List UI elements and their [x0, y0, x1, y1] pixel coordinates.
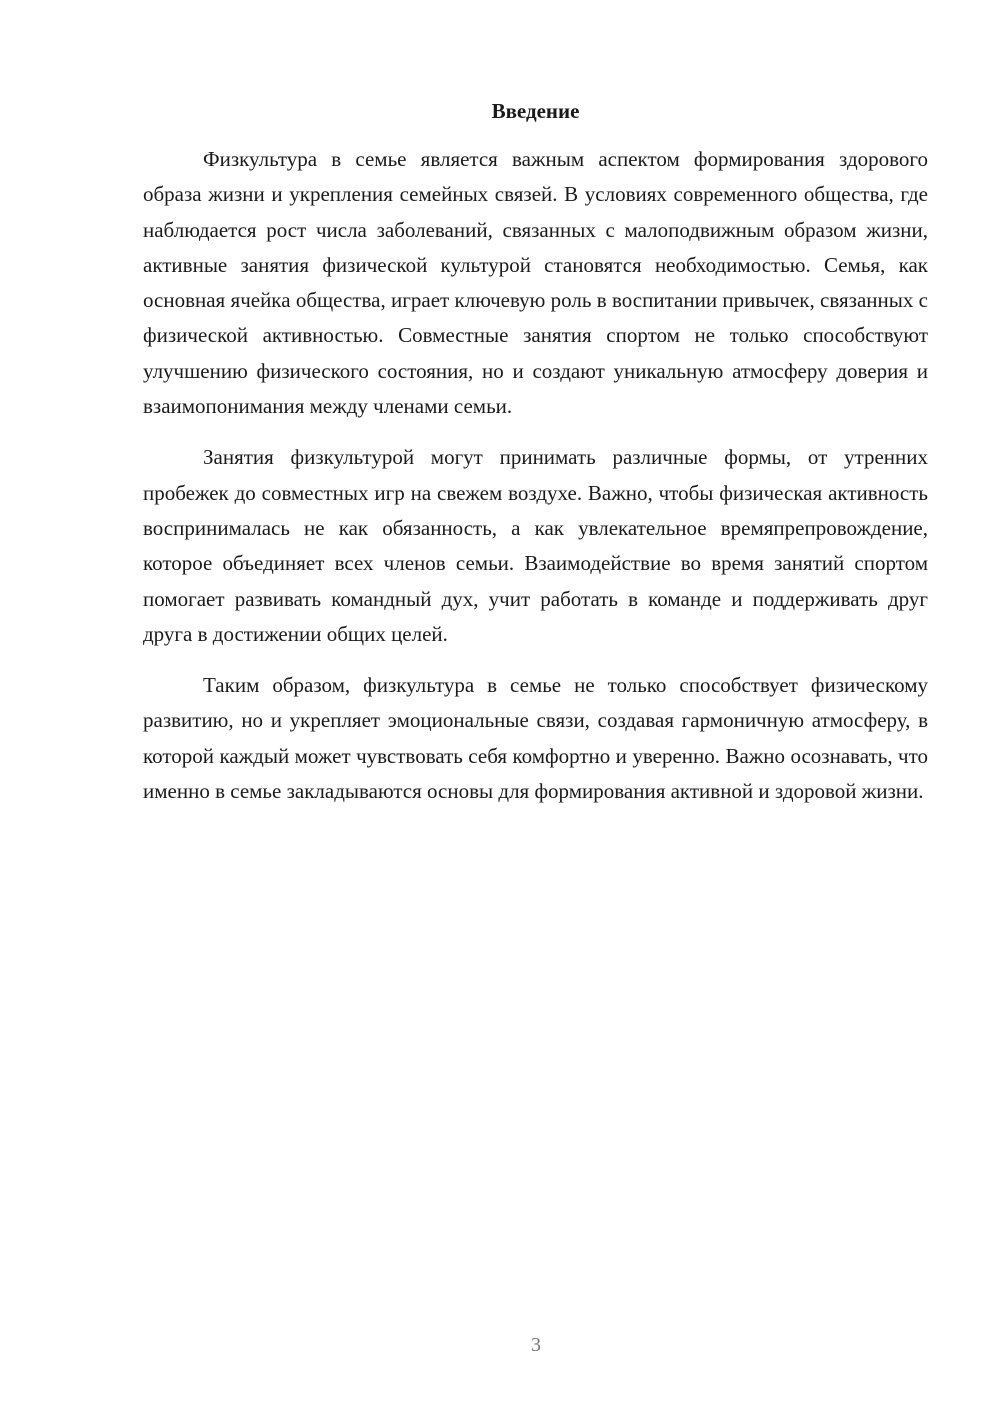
- body-text: [143, 142, 928, 825]
- paragraph-2: Занятия физкультурой могут принимать различные формы, от утренних пробежек до совместных игр на свежем воздухе. Важно, чтобы физическая активность воспринималась не как обязанность, а как увлекательное времяпрепровождение, которое объединяет всех членов семьи. Взаимодействие во время занятий спортом помогает развивать командный дух, учит работать в команде и поддерживать друг друга в достижении общих целей.: [143, 445, 928, 646]
- section-heading: Введение: [491, 99, 580, 123]
- paragraph-1: Физкультура в семье является важным аспектом формирования здорового образа жизни и укрепления семейных связей. В условиях современного общества, где наблюдается рост числа заболеваний, связанных с малоподвижным образом жизни, активные занятия физической культурой становятся необходимостью. Семья, как основная ячейка общества, играет ключевую роль в воспитании привычек, связанных с физической активностью. Совместные занятия спортом не только способствуют улучшению физического состояния, но и создают уникальную атмосферу доверия и взаимопонимания между членами семьи.: [143, 147, 928, 419]
- paragraph-3: Таким образом, физкультура в семье не только способствует физическому развитию, но и укрепляет эмоциональные связи, создавая гармоничную атмосферу, в которой каждый может чувствовать себя комфортно и уверенно. Важно осознавать, что именно в семье закладываются основы для формирования активной и здоровой жизни.: [143, 673, 928, 804]
- page-number: 3: [531, 1334, 541, 1356]
